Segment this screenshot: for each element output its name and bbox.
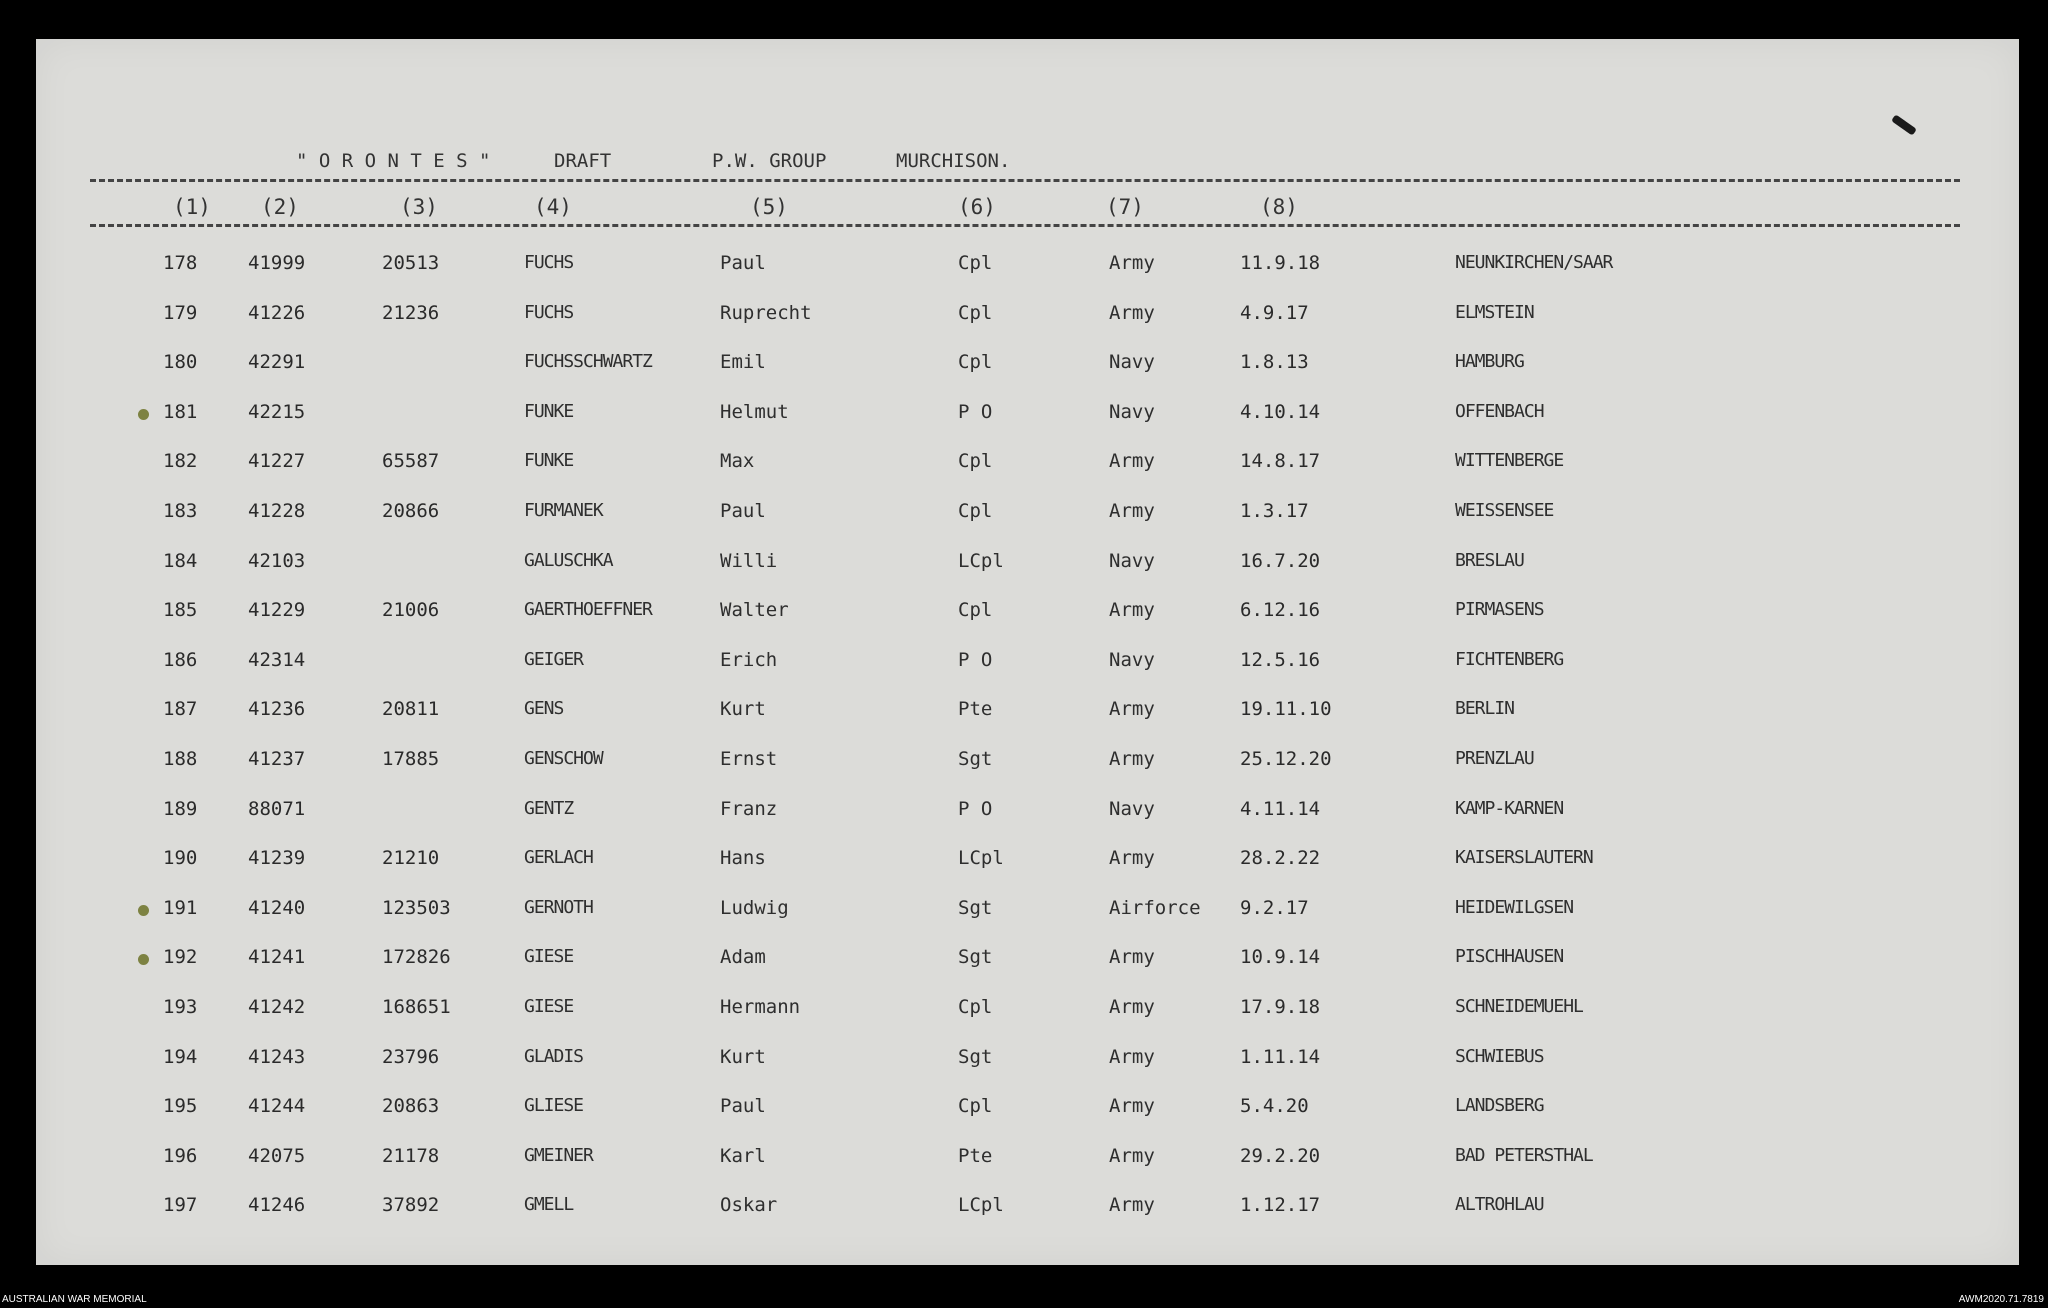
- hometown: BAD PETERSTHAL: [1455, 1144, 1593, 1166]
- table-row: [36, 1036, 2019, 1080]
- row-number: 182: [163, 450, 198, 473]
- rank: Cpl: [958, 301, 993, 324]
- first-name: Ruprecht: [720, 301, 812, 324]
- header-rule: [90, 224, 1960, 227]
- surname: FUCHS: [524, 252, 574, 273]
- row-number: 184: [163, 549, 198, 572]
- service-branch: Army: [1109, 698, 1155, 721]
- table-row: [36, 1184, 2019, 1228]
- first-name: Max: [720, 450, 755, 473]
- hometown: BERLIN: [1455, 698, 1515, 720]
- service-branch: Navy: [1109, 351, 1155, 374]
- column-header: (5): [750, 195, 788, 219]
- group-label: P.W. GROUP: [712, 150, 827, 172]
- pw-number: 41242: [248, 996, 306, 1018]
- date-of-birth: 4.9.17: [1240, 301, 1309, 324]
- pw-number: 41229: [248, 599, 306, 622]
- row-number: 179: [163, 301, 198, 324]
- pw-number: 41227: [248, 450, 306, 473]
- date-of-birth: 28.2.22: [1240, 847, 1321, 870]
- service-branch: Army: [1109, 450, 1155, 473]
- date-of-birth: 1.8.13: [1240, 351, 1309, 374]
- row-number: 195: [163, 1095, 198, 1118]
- row-number: 196: [163, 1144, 198, 1167]
- service-branch: Army: [1109, 996, 1155, 1018]
- ink-dot-marker: [138, 409, 149, 420]
- hometown: NEUNKIRCHEN/SAAR: [1455, 252, 1613, 273]
- service-branch: Navy: [1109, 549, 1155, 572]
- pw-number: 41226: [248, 301, 306, 324]
- hometown: HEIDEWILGSEN: [1455, 896, 1574, 918]
- first-name: Hans: [720, 847, 766, 870]
- row-number: 180: [163, 351, 198, 374]
- surname: FUNKE: [524, 450, 574, 472]
- hometown: WITTENBERGE: [1455, 450, 1564, 472]
- first-name: Ernst: [720, 748, 778, 770]
- hometown: PIRMASENS: [1455, 599, 1544, 621]
- table-row: [36, 936, 2019, 980]
- date-of-birth: 17.9.18: [1240, 996, 1321, 1018]
- service-number: 37892: [382, 1194, 440, 1217]
- hometown: SCHNEIDEMUEHL: [1455, 996, 1583, 1017]
- service-number: 23796: [382, 1045, 440, 1068]
- pw-number: 41228: [248, 500, 306, 522]
- hometown: HAMBURG: [1455, 351, 1524, 373]
- row-number: 192: [163, 946, 198, 969]
- date-of-birth: 14.8.17: [1240, 450, 1321, 473]
- row-number: 191: [163, 896, 198, 919]
- pw-number: 41246: [248, 1194, 306, 1217]
- first-name: Kurt: [720, 1045, 766, 1068]
- row-number: 181: [163, 400, 198, 423]
- row-number: 183: [163, 500, 198, 522]
- date-of-birth: 1.11.14: [1240, 1045, 1321, 1068]
- column-header: (2): [261, 195, 299, 219]
- table-row: [36, 837, 2019, 881]
- first-name: Ludwig: [720, 896, 789, 919]
- table-row: [36, 1085, 2019, 1129]
- service-number: 168651: [382, 996, 451, 1018]
- pw-number: 42215: [248, 400, 306, 423]
- service-branch: Army: [1109, 748, 1155, 770]
- service-number: 21178: [382, 1144, 440, 1167]
- service-branch: Navy: [1109, 400, 1155, 423]
- service-number: 20866: [382, 500, 440, 522]
- rank: LCpl: [958, 1194, 1004, 1217]
- service-branch: Army: [1109, 946, 1155, 969]
- row-number: 186: [163, 648, 198, 671]
- rank: LCpl: [958, 549, 1004, 572]
- table-row: [36, 341, 2019, 385]
- hometown: ELMSTEIN: [1455, 301, 1534, 323]
- pw-number: 88071: [248, 797, 306, 820]
- first-name: Paul: [720, 252, 766, 274]
- draft-label: DRAFT: [554, 150, 612, 172]
- service-branch: Airforce: [1109, 896, 1201, 919]
- service-branch: Army: [1109, 1095, 1155, 1118]
- surname: GEIGER: [524, 648, 584, 670]
- first-name: Erich: [720, 648, 778, 671]
- date-of-birth: 6.12.16: [1240, 599, 1321, 622]
- pw-number: 41243: [248, 1045, 306, 1068]
- surname: GIESE: [524, 946, 574, 968]
- service-number: 21210: [382, 847, 440, 870]
- surname: GIESE: [524, 996, 574, 1017]
- service-number: 123503: [382, 896, 451, 919]
- table-row: [36, 1135, 2019, 1179]
- pw-number: 41239: [248, 847, 306, 870]
- service-branch: Navy: [1109, 648, 1155, 671]
- rank: Pte: [958, 698, 993, 721]
- row-number: 197: [163, 1194, 198, 1217]
- table-row: [36, 589, 2019, 633]
- first-name: Walter: [720, 599, 789, 622]
- table-row: [36, 688, 2019, 732]
- footer-reference: AWM2020.71.7819: [1958, 1294, 2044, 1305]
- date-of-birth: 1.3.17: [1240, 500, 1309, 522]
- hometown: ALTROHLAU: [1455, 1194, 1544, 1216]
- pw-number: 42103: [248, 549, 306, 572]
- pw-number: 41236: [248, 698, 306, 721]
- surname: FURMANEK: [524, 500, 603, 521]
- date-of-birth: 9.2.17: [1240, 896, 1309, 919]
- hometown: BRESLAU: [1455, 549, 1524, 571]
- surname: GMELL: [524, 1194, 574, 1216]
- page-title: [36, 150, 2019, 180]
- row-number: 194: [163, 1045, 198, 1068]
- ink-dot-marker: [138, 905, 149, 916]
- service-branch: Army: [1109, 847, 1155, 870]
- row-number: 189: [163, 797, 198, 820]
- pw-number: 41240: [248, 896, 306, 919]
- service-branch: Army: [1109, 500, 1155, 522]
- pw-number: 41237: [248, 748, 306, 770]
- hometown: PRENZLAU: [1455, 748, 1534, 769]
- first-name: Oskar: [720, 1194, 778, 1217]
- hometown: SCHWIEBUS: [1455, 1045, 1544, 1067]
- pw-number: 41999: [248, 252, 306, 274]
- row-number: 190: [163, 847, 198, 870]
- ship-name: " O R O N T E S ": [296, 150, 491, 172]
- pw-number: 41241: [248, 946, 306, 969]
- rank: Pte: [958, 1144, 993, 1167]
- rank: Sgt: [958, 748, 993, 770]
- column-header: (1): [173, 195, 211, 219]
- service-number: 20863: [382, 1095, 440, 1118]
- date-of-birth: 12.5.16: [1240, 648, 1321, 671]
- surname: GALUSCHKA: [524, 549, 613, 571]
- rank: Cpl: [958, 599, 993, 622]
- surname: GMEINER: [524, 1144, 593, 1166]
- table-row: [36, 292, 2019, 336]
- service-branch: Army: [1109, 1194, 1155, 1217]
- first-name: Hermann: [720, 996, 801, 1018]
- date-of-birth: 19.11.10: [1240, 698, 1332, 721]
- surname: GLIESE: [524, 1095, 584, 1117]
- date-of-birth: 29.2.20: [1240, 1144, 1321, 1167]
- document-page: [36, 39, 2019, 1265]
- hometown: OFFENBACH: [1455, 400, 1544, 422]
- date-of-birth: 11.9.18: [1240, 252, 1321, 274]
- service-branch: Army: [1109, 1045, 1155, 1068]
- row-number: 188: [163, 748, 198, 770]
- surname: GENTZ: [524, 797, 574, 819]
- service-branch: Army: [1109, 599, 1155, 622]
- date-of-birth: 1.12.17: [1240, 1194, 1321, 1217]
- table-row: [36, 639, 2019, 683]
- service-number: 17885: [382, 748, 440, 770]
- rank: Sgt: [958, 896, 993, 919]
- first-name: Emil: [720, 351, 766, 374]
- rank: Cpl: [958, 1095, 993, 1118]
- hometown: PISCHHAUSEN: [1455, 946, 1564, 968]
- rank: P O: [958, 648, 993, 671]
- row-number: 187: [163, 698, 198, 721]
- footer-credit: AUSTRALIAN WAR MEMORIAL: [2, 1294, 147, 1305]
- surname: GAERTHOEFFNER: [524, 599, 652, 621]
- service-branch: Army: [1109, 1144, 1155, 1167]
- service-branch: Army: [1109, 252, 1155, 274]
- surname: GENSCHOW: [524, 748, 603, 769]
- first-name: Franz: [720, 797, 778, 820]
- pw-number: 41244: [248, 1095, 306, 1118]
- hometown: WEISSENSEE: [1455, 500, 1554, 521]
- first-name: Kurt: [720, 698, 766, 721]
- date-of-birth: 4.11.14: [1240, 797, 1321, 820]
- hometown: FICHTENBERG: [1455, 648, 1564, 670]
- date-of-birth: 5.4.20: [1240, 1095, 1309, 1118]
- row-number: 178: [163, 252, 198, 274]
- first-name: Karl: [720, 1144, 766, 1167]
- service-number: 20513: [382, 252, 440, 274]
- table-row: [36, 440, 2019, 484]
- date-of-birth: 16.7.20: [1240, 549, 1321, 572]
- pw-number: 42314: [248, 648, 306, 671]
- surname: FUCHS: [524, 301, 574, 323]
- date-of-birth: 10.9.14: [1240, 946, 1321, 969]
- rank: Cpl: [958, 500, 993, 522]
- first-name: Helmut: [720, 400, 789, 423]
- rank: LCpl: [958, 847, 1004, 870]
- hometown: KAMP-KARNEN: [1455, 797, 1564, 819]
- rank: Cpl: [958, 996, 993, 1018]
- first-name: Paul: [720, 500, 766, 522]
- hometown: LANDSBERG: [1455, 1095, 1544, 1117]
- table-row: [36, 540, 2019, 584]
- date-of-birth: 4.10.14: [1240, 400, 1321, 423]
- rank: Sgt: [958, 946, 993, 969]
- table-row: [36, 738, 2019, 782]
- pw-number: 42291: [248, 351, 306, 374]
- table-row: [36, 887, 2019, 931]
- first-name: Paul: [720, 1095, 766, 1118]
- rank: P O: [958, 797, 993, 820]
- service-number: 65587: [382, 450, 440, 473]
- service-branch: Navy: [1109, 797, 1155, 820]
- ink-dot-marker: [138, 954, 149, 965]
- column-header: (3): [400, 195, 438, 219]
- table-row: [36, 788, 2019, 832]
- date-of-birth: 25.12.20: [1240, 748, 1332, 770]
- rank: Cpl: [958, 351, 993, 374]
- top-rule: [90, 179, 1960, 182]
- surname: GENS: [524, 698, 564, 720]
- hometown: KAISERSLAUTERN: [1455, 847, 1593, 869]
- rank: P O: [958, 400, 993, 423]
- rank: Cpl: [958, 252, 993, 274]
- service-number: 21236: [382, 301, 440, 324]
- first-name: Willi: [720, 549, 778, 572]
- row-number: 193: [163, 996, 198, 1018]
- column-header: (8): [1260, 195, 1298, 219]
- table-row: [36, 242, 2019, 286]
- rank: Sgt: [958, 1045, 993, 1068]
- surname: FUCHSSCHWARTZ: [524, 351, 652, 373]
- row-number: 185: [163, 599, 198, 622]
- column-header: (4): [534, 195, 572, 219]
- service-number: 20811: [382, 698, 440, 721]
- service-number: 172826: [382, 946, 451, 969]
- surname: GERLACH: [524, 847, 593, 869]
- table-row: [36, 391, 2019, 435]
- column-header: (6): [958, 195, 996, 219]
- table-row: [36, 490, 2019, 534]
- rank: Cpl: [958, 450, 993, 473]
- surname: GERNOTH: [524, 896, 593, 918]
- pw-number: 42075: [248, 1144, 306, 1167]
- surname: FUNKE: [524, 400, 574, 422]
- ink-mark: [1891, 114, 1917, 135]
- service-branch: Army: [1109, 301, 1155, 324]
- first-name: Adam: [720, 946, 766, 969]
- camp-label: MURCHISON.: [896, 150, 1011, 172]
- table-row: [36, 986, 2019, 1030]
- column-header: (7): [1106, 195, 1144, 219]
- surname: GLADIS: [524, 1045, 584, 1067]
- service-number: 21006: [382, 599, 440, 622]
